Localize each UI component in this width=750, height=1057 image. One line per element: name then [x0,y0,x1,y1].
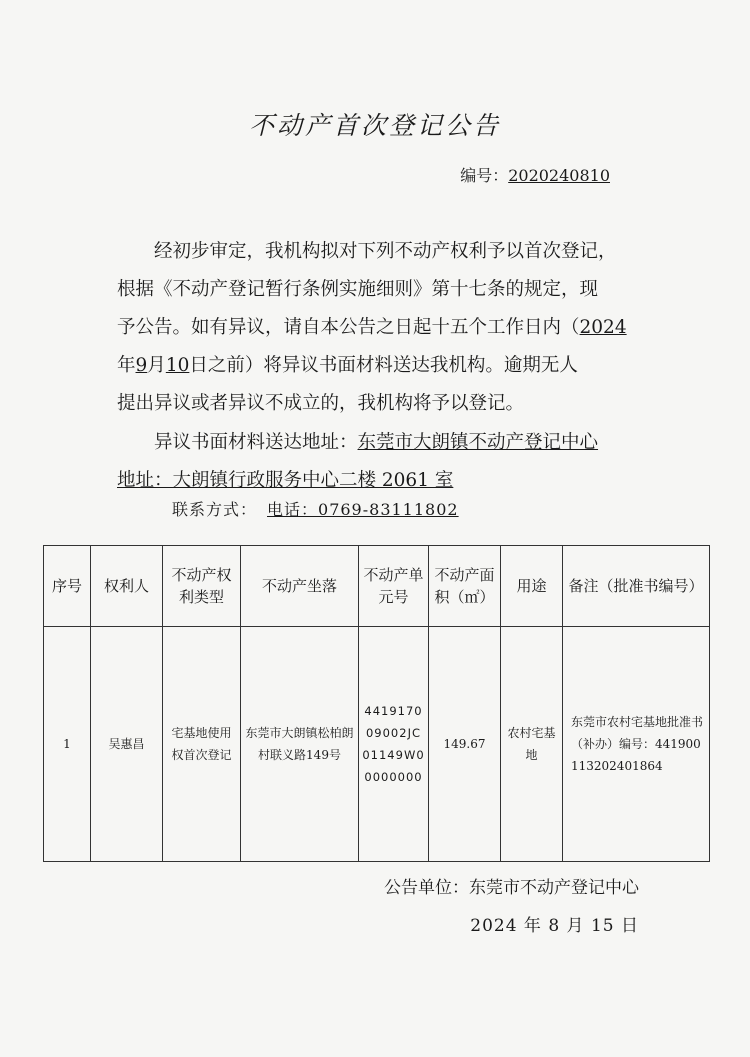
body-line-4 [117,347,657,385]
table-header-row [44,546,710,627]
cell-right-type: 宅基地使用权首次登记 [163,627,241,862]
deadline-month: 9 [135,355,148,376]
objection-org: 东莞市大朗镇不动产登记中心 [357,432,599,453]
header-use: 用途 [501,546,563,627]
body-line-3 [117,309,657,347]
cell-holder: 吴惠昌 [91,627,163,862]
contact-phone: 电话：0769-83111802 [267,500,459,519]
contact-label: 联系方式： [172,500,258,519]
table-row [44,627,710,862]
month-suffix: 月 [147,355,166,376]
serial-number: 2020240810 [508,166,610,185]
header-unit-no: 不动产单元号 [359,546,429,627]
cell-unit-no: 441917009002JC01149W00000000 [359,627,429,862]
year-suffix: 年 [117,355,136,376]
serial-number-line [460,163,610,186]
header-area: 不动产面积（㎡） [429,546,501,627]
header-holder: 权利人 [91,546,163,627]
issuing-organization: 公告单位：东莞市不动产登记中心 [384,878,639,898]
body-line-4-text: 日之前）将异议书面材料送达我机构。逾期无人 [189,355,578,376]
objection-address-line [117,424,677,462]
header-location: 不动产坐落 [241,546,359,627]
cell-seq: 1 [44,627,91,862]
cell-use: 农村宅基地 [501,627,563,862]
objection-address [117,424,677,500]
cell-remark: 东莞市农村宅基地批准书（补办）编号：441900113202401864 [563,627,710,862]
body-line-3-text: 予公告。如有异议，请自本公告之日起十五个工作日内（ [117,317,580,338]
cell-location: 东莞市大朗镇松柏朗村联义路149号 [241,627,359,862]
registration-table [43,545,710,862]
header-remark: 备注（批准书编号） [563,546,710,627]
header-right-type: 不动产权利类型 [163,546,241,627]
objection-label: 异议书面材料送达地址： [154,432,358,453]
deadline-day: 10 [165,355,190,376]
body-line-2: 根据《不动产登记暂行条例实施细则》第十七条的规定，现 [117,279,599,300]
issue-date: 2024 年 8 月 15 日 [470,916,639,936]
cell-area: 149.67 [429,627,501,862]
page-title: 不动产首次登记公告 [248,111,501,140]
header-seq: 序号 [44,546,91,627]
body-line-5: 提出异议或者异议不成立的，我机构将予以登记。 [117,393,525,414]
objection-street-address: 地址：大朗镇行政服务中心二楼 2061 室 [117,470,454,491]
body-line-1: 经初步审定，我机构拟对下列不动产权利予以首次登记， [154,241,617,262]
deadline-year: 2024 [579,317,627,338]
serial-label: 编号： [460,166,509,185]
announcement-body [117,233,657,423]
contact-line [172,497,495,520]
